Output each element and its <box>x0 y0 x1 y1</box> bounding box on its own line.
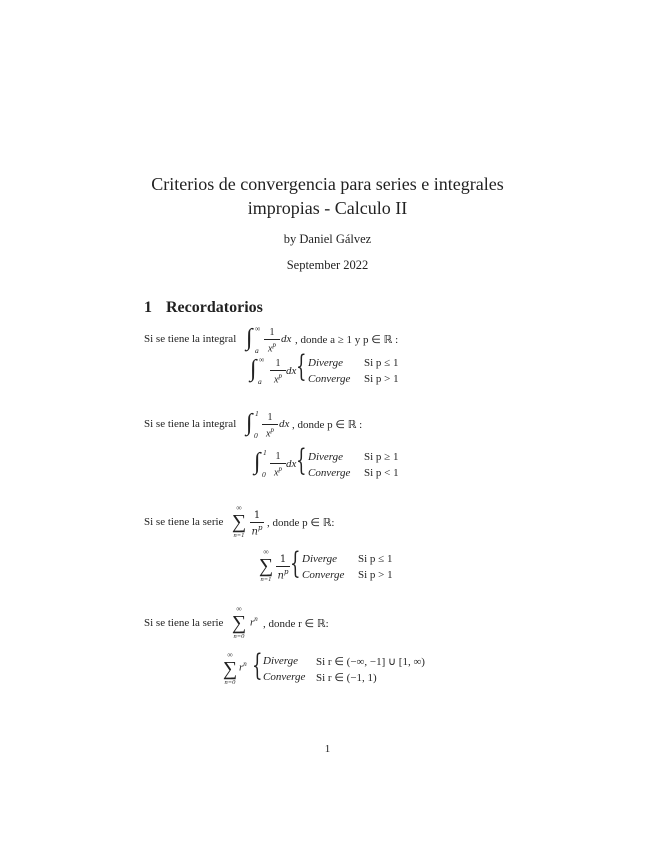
author: by Daniel Gálvez <box>283 232 372 246</box>
integral-sign: ∫ <box>246 410 253 436</box>
fraction: 1 $x^p$ <box>270 358 286 385</box>
integral-sign: ∫ <box>254 449 261 475</box>
case-diverge-condition: Si p ≤ 1 <box>364 357 399 369</box>
block-3-condition: , donde p ∈ ℝ: <box>267 517 335 529</box>
lower-limit: 0 <box>262 470 266 479</box>
fraction: 1 $x^p$ <box>270 451 286 478</box>
block-3-inline-sum <box>229 503 249 539</box>
upper-limit: 1 <box>255 409 259 418</box>
block-1-intro: Si se tiene la integral <box>144 333 237 345</box>
date: September 2022 <box>286 258 369 272</box>
block-2-condition: , donde p ∈ ℝ : <box>292 419 363 431</box>
case-diverge-condition: Si r ∈ (−∞, −1] ∪ [1, ∞) <box>316 656 425 668</box>
case-diverge-condition: Si p ≤ 1 <box>358 553 393 565</box>
title-line-1: Criterios de convergencia para series e integrales <box>151 174 504 194</box>
case-converge-condition: Si p > 1 <box>358 569 393 581</box>
integral-sign: ∫ <box>250 356 257 382</box>
block-4-term: $r^n$ <box>250 615 258 629</box>
block-2-intro: Si se tiene la integral <box>144 418 237 430</box>
cases-brace: { <box>290 546 301 581</box>
upper-limit: ∞ <box>236 503 242 512</box>
case-converge: Converge <box>302 569 345 581</box>
block-3-display-fraction: 1 $n^p$ <box>277 554 289 582</box>
case-diverge-condition: Si p ≥ 1 <box>364 451 399 463</box>
case-converge: Converge <box>263 671 306 683</box>
case-diverge: Diverge <box>302 553 338 565</box>
block-4-condition: , donde r ∈ ℝ: <box>263 618 329 630</box>
differential: dx <box>279 418 290 430</box>
differential: dx <box>286 458 297 470</box>
block-3-intro: Si se tiene la serie <box>144 516 224 528</box>
summation-sign: ∑ <box>258 555 274 577</box>
case-diverge: Diverge <box>308 451 344 463</box>
summation-sign: ∑ <box>222 658 238 680</box>
upper-limit: ∞ <box>227 650 233 659</box>
case-converge-condition: Si r ∈ (−1, 1) <box>316 672 377 684</box>
document-title <box>0 172 655 220</box>
title-line-2: impropias - Calculo II <box>247 198 408 218</box>
upper-limit: ∞ <box>263 547 269 556</box>
upper-limit: 1 <box>263 448 267 457</box>
integral-sign: ∫ <box>246 325 253 351</box>
summation-sign: ∑ <box>231 511 247 533</box>
cases-brace: { <box>296 443 307 478</box>
section-number: 1 <box>144 299 152 316</box>
lower-limit: n=0 <box>224 679 236 686</box>
differential: dx <box>281 333 292 345</box>
summation-sign: ∑ <box>231 612 247 634</box>
upper-limit: ∞ <box>236 604 242 613</box>
cases-brace: { <box>296 349 307 384</box>
case-converge-condition: Si p < 1 <box>364 467 399 479</box>
case-diverge: Diverge <box>308 357 344 369</box>
block-4-inline-sum <box>229 604 249 640</box>
lower-limit: n=1 <box>233 532 245 539</box>
block-3-fraction: 1 $n^p$ <box>251 510 263 538</box>
lower-limit: a <box>255 346 259 355</box>
case-converge: Converge <box>308 467 351 479</box>
lower-limit: a <box>258 377 262 386</box>
lower-limit: 0 <box>254 431 258 440</box>
section-heading <box>144 299 263 317</box>
upper-limit: ∞ <box>255 324 261 333</box>
page-number: 1 <box>324 743 331 755</box>
lower-limit: n=1 <box>260 576 272 583</box>
differential: dx <box>286 365 297 377</box>
block-4-intro: Si se tiene la serie <box>144 617 224 629</box>
upper-limit: ∞ <box>259 355 265 364</box>
case-converge: Converge <box>308 373 351 385</box>
section-title: Recordatorios <box>166 299 263 316</box>
block-4-display-sum <box>220 650 240 686</box>
case-diverge: Diverge <box>263 655 299 667</box>
fraction: 1 $x^p$ <box>262 412 278 439</box>
block-1-condition: , donde a ≥ 1 y p ∈ ℝ : <box>295 334 399 346</box>
cases-brace: { <box>252 648 263 683</box>
case-converge-condition: Si p > 1 <box>364 373 399 385</box>
block-3-display-sum <box>256 547 276 583</box>
lower-limit: n=0 <box>233 633 245 640</box>
fraction: 1 $x^p$ <box>264 327 280 354</box>
block-4-display-term: $r^n$ <box>239 660 247 674</box>
